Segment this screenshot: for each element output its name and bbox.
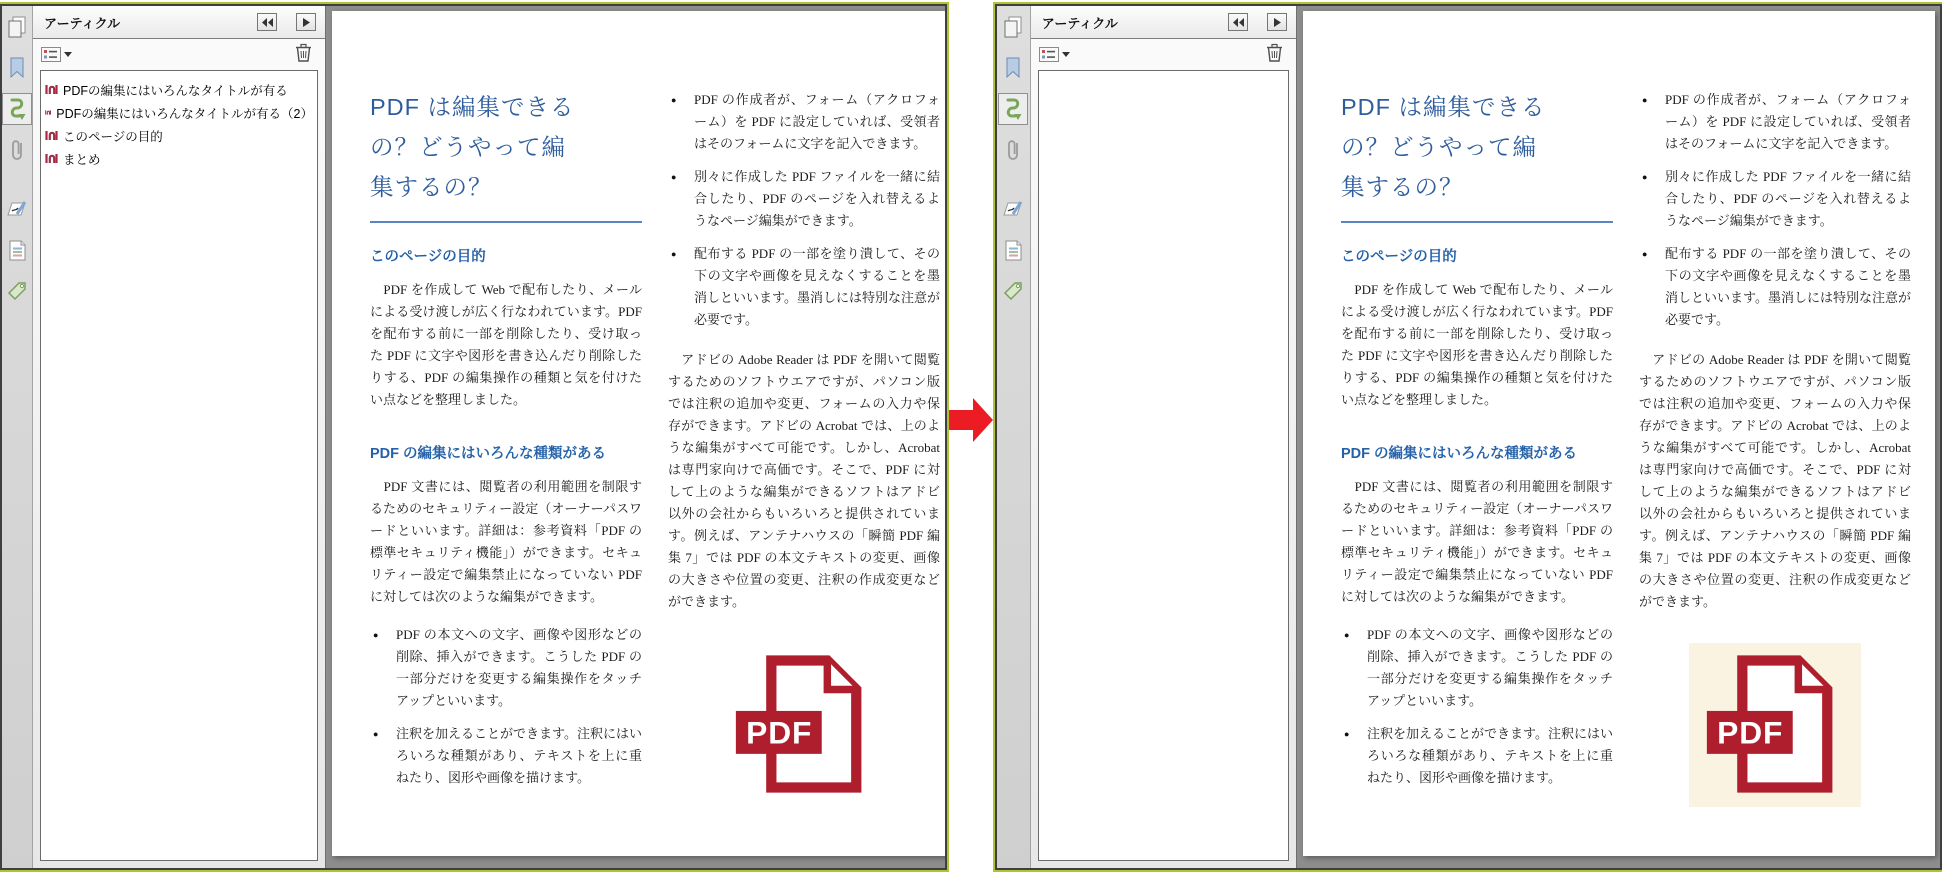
page-column-left [370, 61, 642, 856]
acrobat-window-after [995, 4, 1942, 870]
double-left-arrow-icon [1233, 18, 1244, 27]
section-heading-types: PDF の編集にはいろんな種類がある [1341, 446, 1578, 462]
document-title: PDF は編集できる の？どうやって編 集するの？ [370, 94, 575, 200]
bullet-annotation: ● 注釈を加えることができます。注釈にはいろいろな種類があり、テキストを上に重ねたり、図形や画像を描けます。 [1341, 723, 1613, 789]
page-column-right [668, 61, 940, 856]
acrobat-window-before [0, 4, 947, 870]
document-pane[interactable] [326, 6, 947, 868]
pdf-file-icon [734, 651, 874, 797]
pdf-file-illustration [718, 643, 890, 807]
panel-title: アーティクル [44, 15, 121, 31]
articles-panel-header [33, 6, 325, 39]
caret-down-icon [64, 52, 72, 57]
article-list-empty[interactable] [1038, 70, 1289, 861]
pdf-file-illustration [1689, 643, 1861, 807]
document-lines-icon [1004, 239, 1023, 262]
paragraph-purpose: PDF を作成して Web で配布したり、メールによる受け渡しが広く行なわれています。PDF を配布する前に一部を削除したり、受け取った PDF に文字や図形を書き込んだり削除したりする、PDF の編集操作の種類と気を付けたい点などを整理しました。 [370, 282, 642, 407]
pdf-file-icon [1705, 651, 1845, 797]
double-left-arrow-icon [262, 18, 273, 27]
pages-icon [6, 15, 28, 39]
delete-article-button[interactable] [1266, 43, 1283, 67]
bullet-annotation: ● 注釈を加えることができます。注釈にはいろいろな種類があり、テキストを上に重ねたり、図形や画像を描けます。 [370, 723, 642, 789]
signatures-button[interactable] [998, 193, 1028, 225]
articles-button[interactable] [998, 93, 1028, 125]
navigation-toolstrip [2, 6, 33, 868]
paragraph-types: PDF 文書には、閲覧者の利用範囲を制限するためのセキュリティー設定（オーナーパスワードといいます。詳細は：参考資料「PDF の標準セキュリティ機能」）ができます。セキュリティー設定で編集禁止になっていない PDF に対しては次のような編集ができます。 [370, 479, 642, 604]
article-list [40, 70, 318, 861]
bookmarks-button[interactable] [998, 52, 1028, 84]
document-lines-icon [8, 239, 27, 262]
articles-panel [33, 6, 326, 868]
article-glyph-icon [45, 152, 58, 165]
bullet-merge: ● 別々に作成した PDF ファイルを一緒に結合したり、PDF のページを入れ替えるようなページ編集ができます。 [1639, 166, 1911, 232]
article-glyph-icon [45, 129, 58, 142]
bullet-list-right [1639, 89, 1911, 331]
panel-options-button[interactable] [41, 47, 72, 62]
paperclip-icon [8, 138, 26, 162]
document-pane[interactable] [1297, 6, 1940, 868]
paragraph-reader: アドビの Adobe Reader は PDF を開いて閲覧するためのソフトウエアですが、パソコン版では注釈の追加や変更、フォームの入力や保存ができます。アドビの Acrobat では、上のような編集がすべて可能です。しかし、Acrobat は専門家向けで高価です。そこで、PDF に対して上のような編集ができるソフトはアドビ以外の会社からもいろいろと提供されています。例えば、アンテナハウスの「瞬簡 PDF 編集 7」では PDF の本文テキストの変更、画像の大きさや位置の変更、注釈の作成変更などができます。 [668, 352, 940, 609]
bullet-list-right [668, 89, 940, 331]
trash-icon [1266, 43, 1283, 62]
articles-panel [1031, 6, 1297, 868]
page-column-right [1639, 61, 1911, 856]
paperclip-icon [1004, 138, 1022, 162]
bullet-redaction: ● 配布する PDF の一部を塗り潰して、その下の文字や画像を見えなくすることを墨消しといいます。墨消しには特別な注意が必要です。 [668, 243, 940, 331]
tag-icon [1002, 280, 1024, 302]
section-heading-types: PDF の編集にはいろんな種類がある [370, 446, 607, 462]
title-underline [1341, 221, 1613, 223]
signature-icon [1002, 199, 1024, 219]
article-item-label: まとめ [63, 152, 101, 167]
bullet-touchup: ● PDF の本文への文字、画像や図形などの削除、挿入ができます。こうした PDF の一部分だけを変更する編集操作をタッチアップといいます。 [370, 624, 642, 712]
bullet-form: ● PDF の作成者が、フォーム（アクロフォーム）を PDF に設定していれば、受領者はそのフォームに文字を記入できます。 [668, 89, 940, 155]
panel-forward-button[interactable] [296, 13, 316, 31]
pages-icon [1002, 15, 1024, 39]
bullet-form: ● PDF の作成者が、フォーム（アクロフォーム）を PDF に設定していれば、受領者はそのフォームに文字を記入できます。 [1639, 89, 1911, 155]
paragraph-purpose: PDF を作成して Web で配布したり、メールによる受け渡しが広く行なわれています。PDF を配布する前に一部を削除したり、受け取った PDF に文字や図形を書き込んだり削除したりする、PDF の編集操作の種類と気を付けたい点などを整理しました。 [1341, 282, 1613, 407]
article-item-label: このページの目的 [63, 129, 163, 144]
panel-options-button[interactable] [1039, 47, 1070, 62]
pdf-page [1303, 11, 1935, 856]
articles-panel-header [1031, 6, 1296, 39]
paragraph-reader: アドビの Adobe Reader は PDF を開いて閲覧するためのソフトウエアですが、パソコン版では注釈の追加や変更、フォームの入力や保存ができます。アドビの Acrobat では、上のような編集がすべて可能です。しかし、Acrobat は専門家向けで高価です。そこで、PDF に対して上のような編集ができるソフトはアドビ以外の会社からもいろいろと提供されています。例えば、アンテナハウスの「瞬簡 PDF 編集 7」では PDF の本文テキストの変更、画像の大きさや位置の変更、注釈の作成変更などができます。 [1639, 352, 1911, 609]
panel-collapse-button[interactable] [257, 13, 277, 31]
bookmark-icon [1003, 56, 1023, 80]
attachments-button[interactable] [998, 134, 1028, 166]
panel-collapse-button[interactable] [1228, 13, 1248, 31]
article-glyph-icon [45, 83, 58, 96]
article-item-label: PDFの編集にはいろんなタイトルが有る（2） [56, 106, 313, 121]
panel-forward-button[interactable] [1267, 13, 1287, 31]
bookmarks-button[interactable] [2, 52, 32, 84]
content-button[interactable] [998, 234, 1028, 266]
red-arrow-icon [949, 395, 993, 445]
panel-title: アーティクル [1041, 15, 1118, 31]
paragraph-types: PDF 文書には、閲覧者の利用範囲を制限するためのセキュリティー設定（オーナーパスワードといいます。詳細は：参考資料「PDF の標準セキュリティ機能」）ができます。セキュリティー設定で編集禁止になっていない PDF に対しては次のような編集ができます。 [1341, 479, 1613, 604]
tag-icon [6, 280, 28, 302]
article-list-item[interactable] [45, 124, 313, 147]
transition-gap [947, 4, 995, 870]
delete-article-button[interactable] [295, 43, 312, 67]
right-arrow-icon [1274, 18, 1281, 27]
article-list-item[interactable] [45, 78, 313, 101]
tags-button[interactable] [2, 275, 32, 307]
articles-icon [1002, 97, 1024, 121]
tags-button[interactable] [998, 275, 1028, 307]
article-item-label: PDFの編集にはいろんなタイトルが有る [63, 83, 288, 98]
article-glyph-icon [45, 106, 51, 119]
articles-icon [6, 97, 28, 121]
options-menu-icon [41, 47, 61, 62]
page-thumbnails-button[interactable] [998, 11, 1028, 43]
bullet-list-left [1341, 624, 1613, 789]
signatures-button[interactable] [2, 193, 32, 225]
document-title: PDF は編集できる の？どうやって編 集するの？ [1341, 94, 1546, 200]
section-heading-purpose: このページの目的 [1341, 249, 1457, 265]
signature-icon [6, 199, 28, 219]
bookmark-icon [7, 56, 27, 80]
bullet-list-left [370, 624, 642, 789]
navigation-toolstrip [997, 6, 1031, 868]
articles-panel-toolbar [1031, 39, 1296, 70]
page-thumbnails-button[interactable] [2, 11, 32, 43]
pdf-page [332, 11, 947, 856]
article-list-item[interactable] [45, 147, 313, 170]
page-column-left [1341, 61, 1613, 856]
options-menu-icon [1039, 47, 1059, 62]
title-underline [370, 221, 642, 223]
pdf-icon-label: PDF [746, 714, 813, 751]
content-button[interactable] [2, 234, 32, 266]
article-list-item[interactable] [45, 101, 313, 124]
bullet-touchup: ● PDF の本文への文字、画像や図形などの削除、挿入ができます。こうした PDF の一部分だけを変更する編集操作をタッチアップといいます。 [1341, 624, 1613, 712]
articles-button[interactable] [2, 93, 32, 125]
caret-down-icon [1062, 52, 1070, 57]
right-arrow-icon [303, 18, 310, 27]
attachments-button[interactable] [2, 134, 32, 166]
bullet-redaction: ● 配布する PDF の一部を塗り潰して、その下の文字や画像を見えなくすることを墨消しといいます。墨消しには特別な注意が必要です。 [1639, 243, 1911, 331]
articles-panel-toolbar [33, 39, 325, 70]
bullet-merge: ● 別々に作成した PDF ファイルを一緒に結合したり、PDF のページを入れ替えるようなページ編集ができます。 [668, 166, 940, 232]
pdf-icon-label: PDF [1717, 714, 1784, 751]
section-heading-purpose: このページの目的 [370, 249, 486, 265]
trash-icon [295, 43, 312, 62]
